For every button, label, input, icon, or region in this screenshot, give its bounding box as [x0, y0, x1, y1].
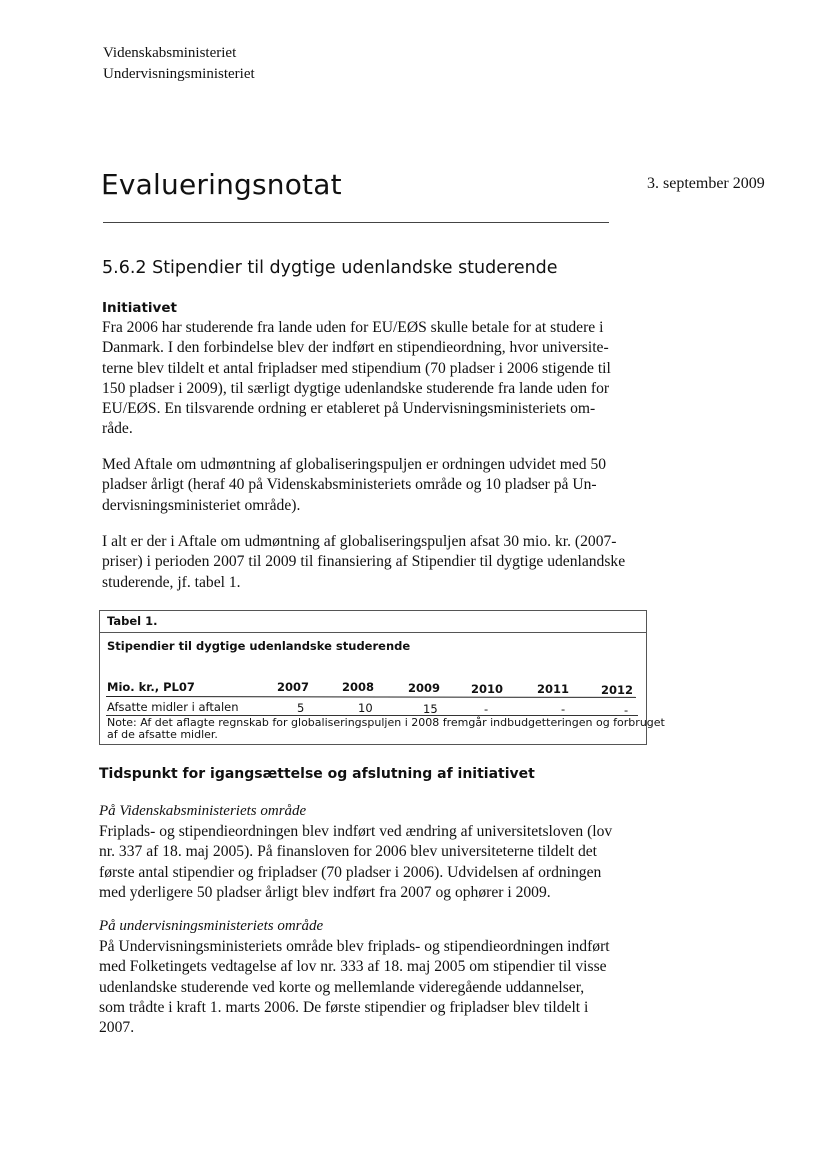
ministry-name-2: Undervisningsministeriet — [103, 66, 255, 82]
table-header-year: 2008 — [342, 680, 375, 694]
timing-heading: Tidspunkt for igangsættelse og afslutning af initiativet — [99, 766, 535, 782]
table-1 — [99, 610, 665, 745]
table-header-year: 2009 — [408, 681, 441, 695]
paragraph-line: pladser årligt (heraf 40 på Videnskabsministeriets område og 10 pladser på Un- — [102, 476, 597, 494]
document-title: Evalueringsnotat — [101, 168, 342, 201]
timing-subheading-uvm: På undervisningsministeriets område — [99, 918, 324, 934]
paragraph-line: EU/EØS. En tilsvarende ordning er etableret på Undervisningsministeriets om- — [102, 400, 596, 418]
table-label: Tabel 1. — [107, 614, 158, 628]
table-cell: 5 — [297, 701, 305, 715]
ministry-names — [103, 43, 255, 85]
table-cell: 15 — [423, 702, 438, 716]
table-header-year: 2007 — [277, 680, 310, 694]
paragraph-line: Friplads- og stipendieordningen blev indført ved ændring af universitetsloven (lov — [99, 823, 613, 840]
initiative-paragraph-3 — [102, 532, 642, 593]
paragraph-line: I alt er der i Aftale om udmøntning af globaliseringspuljen afsat 30 mio. kr. (2007- — [102, 533, 617, 550]
paragraph-line: priser) i perioden 2007 til 2009 til finansiering af Stipendier til dygtige udenlandske — [102, 553, 626, 571]
table-header-unit: Mio. kr., PL07 — [107, 680, 195, 694]
table-note-line-2: af de afsatte midler. — [107, 728, 218, 741]
table-header-rule — [106, 696, 636, 698]
table-header-year: 2011 — [537, 682, 570, 696]
table-note-line-1: Note: Af det aflagte regnskab for globaliseringspuljen i 2008 fremgår indbudgetteringen og forbruget — [107, 716, 665, 729]
paragraph-line: 150 pladser i 2009), til særligt dygtige udenlandske studerende fra lande uden for — [102, 379, 610, 397]
timing-paragraph-vm — [99, 822, 639, 903]
initiative-heading: Initiativet — [102, 300, 177, 316]
paragraph-line: med yderligere 50 pladser årligt blev indført fra 2007 og ophører i 2009. — [99, 883, 551, 901]
timing-subheading-vm: På Videnskabsministeriets område — [99, 803, 307, 819]
table-label-row — [100, 611, 646, 633]
paragraph-line: studerende, jf. tabel 1. — [102, 573, 241, 591]
paragraph-line: udenlandske studerende ved korte og mellemlande videregående uddannelser, — [99, 978, 585, 996]
paragraph-line: som trådte i kraft 1. marts 2006. De første stipendier og fripladser blev tildelt i — [99, 998, 589, 1016]
paragraph-line: råde. — [102, 420, 133, 438]
paragraph-line: På Undervisningsministeriets område blev friplads- og stipendieordningen indført — [99, 938, 610, 955]
table-cell: 10 — [358, 701, 373, 715]
document-date: 3. september 2009 — [647, 175, 765, 192]
paragraph-line: med Folketingets vedtagelse af lov nr. 333 af 18. maj 2005 om stipendier til visse — [99, 958, 607, 976]
table-row-label: Afsatte midler i aftalen — [107, 700, 239, 714]
table-caption: Stipendier til dygtige udenlandske studerende — [107, 639, 411, 653]
initiative-paragraph-1 — [102, 318, 642, 440]
section-heading: 5.6.2 Stipendier til dygtige udenlandske studerende — [102, 258, 558, 278]
title-divider — [103, 222, 609, 223]
table-header-year: 2012 — [601, 683, 634, 697]
paragraph-line: nr. 337 af 18. maj 2005). På finansloven for 2006 blev universiteterne tildelt det — [99, 843, 598, 861]
timing-paragraph-uvm — [99, 937, 639, 1038]
ministry-name-1: Videnskabsministeriet — [103, 45, 237, 61]
paragraph-line: første antal stipendier og fripladser (70 pladser i 2006). Udvidelsen af ordningen — [99, 863, 602, 881]
paragraph-line: terne blev tildelt et antal fripladser med stipendium (70 pladser i 2006 stigende til — [102, 359, 611, 377]
paragraph-line: dervisningsministeriet område). — [102, 496, 301, 514]
table-cell: - — [561, 702, 566, 716]
paragraph-line: Med Aftale om udmøntning af globaliseringspuljen er ordningen udvidet med 50 — [102, 456, 607, 473]
paragraph-line: 2007. — [99, 1019, 135, 1037]
paragraph-line: Fra 2006 har studerende fra lande uden for EU/EØS skulle betale for at studere i — [102, 319, 604, 336]
paragraph-line: Danmark. I den forbindelse blev der indført en stipendieordning, hvor universite- — [102, 339, 609, 357]
initiative-paragraph-2 — [102, 455, 642, 516]
table-cell: - — [484, 702, 489, 716]
table-cell: - — [624, 703, 629, 717]
table-header-year: 2010 — [471, 682, 504, 696]
